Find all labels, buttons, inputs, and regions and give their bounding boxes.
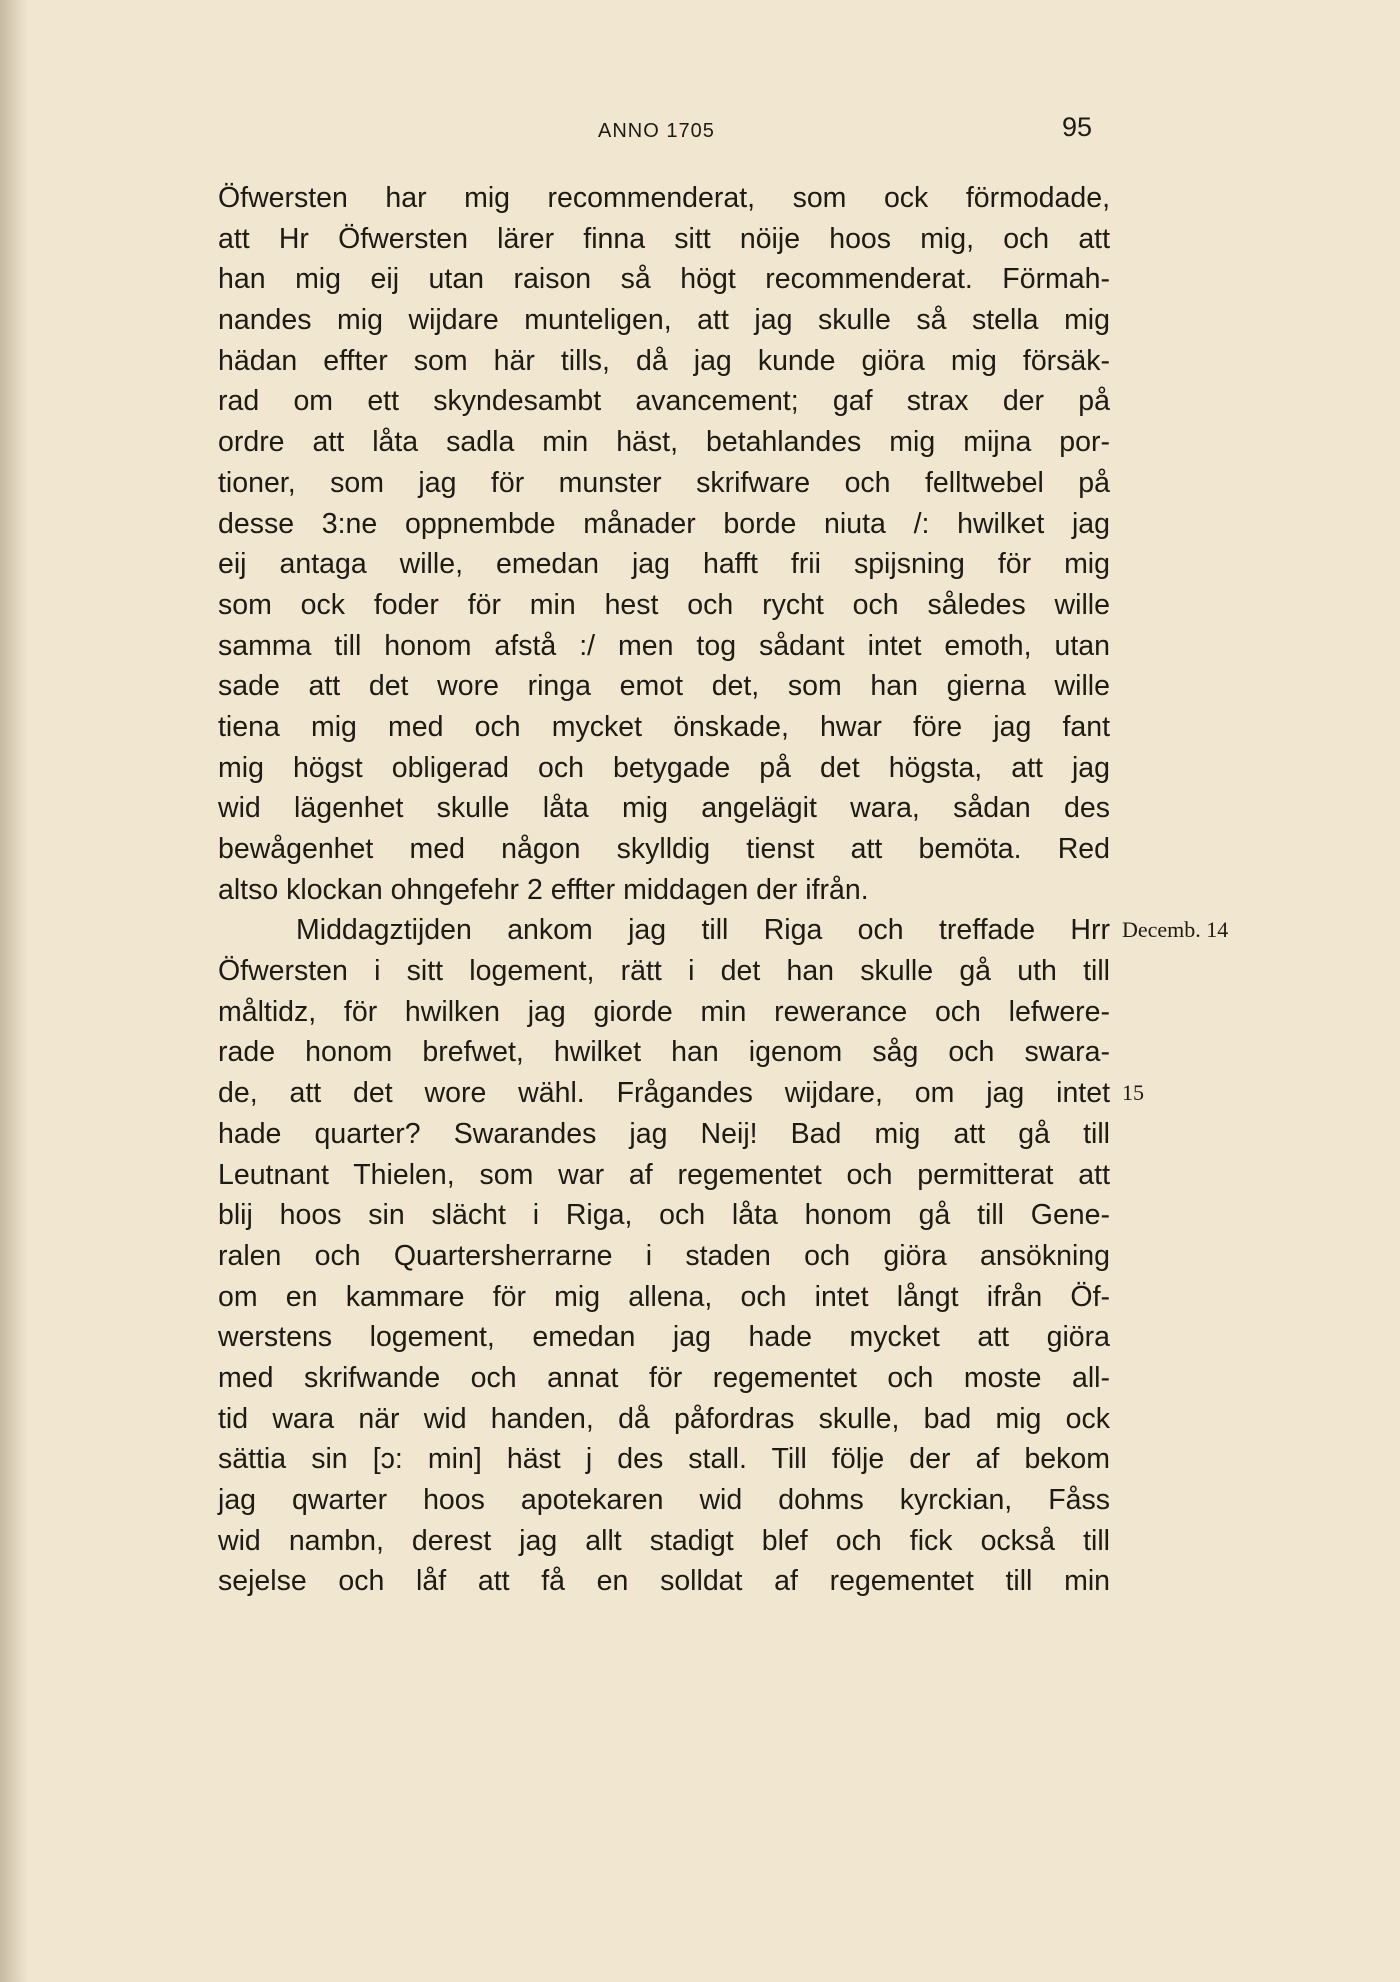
margin-date-december: Decemb. 14	[1122, 917, 1229, 943]
text-line: med skrifwande och annat för regementet och moste all-	[218, 1361, 1110, 1394]
text-line: mig högst obligerad och betygade på det högsta, att jag	[218, 751, 1110, 784]
text-line: rad om ett skyndesambt avancement; gaf strax der på	[218, 385, 1110, 418]
text-line	[218, 910, 1229, 951]
text-line: werstens logement, emedan jag hade mycket att giöra	[218, 1321, 1110, 1354]
paragraph-2	[218, 910, 1229, 1602]
text-line: tioner, som jag för munster skrifware och felltwebel på	[218, 466, 1110, 499]
text-line-content: Middagztijden ankom jag till Riga och treffade Hrr	[296, 914, 1110, 947]
text-line: blij hoos sin slächt i Riga, och låta honom gå till Gene-	[218, 1199, 1110, 1232]
text-line: som ock foder för min hest och rycht och således wille	[218, 588, 1110, 621]
page-header	[0, 112, 1400, 152]
text-line: om en kammare för mig allena, och intet långt ifrån Öf-	[218, 1280, 1110, 1313]
text-line: altso klockan ohngefehr 2 effter middagen der ifrån.	[218, 873, 869, 906]
text-line: samma till honom afstå :/ men tog sådant intet emoth, utan	[218, 629, 1110, 662]
text-line-content: de, att det wore wähl. Frågandes wijdare, om jag intet	[218, 1077, 1110, 1110]
text-line: wid nambn, derest jag allt stadigt blef och fick också till	[218, 1524, 1110, 1557]
paragraph-1	[218, 178, 1110, 910]
text-line: sättia sin [ɔ: min] häst j des stall. Till följe der af bekom	[218, 1443, 1110, 1476]
text-line: sejelse och låf att få en solldat af regementet till min	[218, 1565, 1110, 1598]
text-line: Leutnant Thielen, som war af regementet och permitterat att	[218, 1158, 1110, 1191]
text-line: måltidz, för hwilken jag giorde min rewerance och lefwere-	[218, 995, 1110, 1028]
text-line: ralen och Quartersherrarne i staden och giöra ansökning	[218, 1239, 1110, 1272]
text-line	[218, 1073, 1144, 1114]
text-line: hade quarter? Swarandes jag Neij! Bad mig att gå till	[218, 1117, 1110, 1150]
text-line: jag qwarter hoos apotekaren wid dohms kyrckian, Fåss	[218, 1484, 1110, 1516]
text-line: att Hr Öfwersten lärer finna sitt nöije hoos mig, och att	[218, 222, 1110, 255]
text-line: eij antaga wille, emedan jag hafft frii spijsning för mig	[218, 548, 1110, 581]
text-line: han mig eij utan raison så högt recommenderat. Förmah-	[218, 263, 1110, 296]
text-line: Öfwersten har mig recommenderat, som ock förmodade,	[218, 182, 1110, 214]
text-line: nandes mig wijdare munteligen, att jag skulle så stella mig	[218, 304, 1110, 337]
text-line: desse 3:ne oppnembde månader borde niuta /: hwilket jag	[218, 507, 1110, 540]
text-line: hädan effter som här tills, då jag kunde giöra mig försäk-	[218, 344, 1110, 377]
margin-date-15: 15	[1122, 1080, 1144, 1106]
text-line: tid wara när wid handen, då påfordras skulle, bad mig ock	[218, 1402, 1110, 1435]
text-line: rade honom brefwet, hwilket han igenom såg och swara-	[218, 1036, 1110, 1069]
text-line: ordre att låta sadla min häst, betahlandes mig mijna por-	[218, 426, 1110, 459]
page-edge-shadow	[0, 0, 28, 1982]
text-line: wid lägenhet skulle låta mig angelägit wara, sådan des	[218, 792, 1110, 825]
text-line: sade att det wore ringa emot det, som han gierna wille	[218, 670, 1110, 703]
text-line: Öfwersten i sitt logement, rätt i det han skulle gå uth till	[218, 955, 1110, 988]
page-number: 95	[1062, 112, 1093, 142]
text-line: bewågenhet med någon skylldig tienst att bemöta. Red	[218, 833, 1110, 865]
running-head: ANNO 1705	[598, 120, 715, 142]
body-text	[218, 178, 1229, 1602]
text-line: tiena mig med och mycket önskade, hwar före jag fant	[218, 710, 1110, 743]
